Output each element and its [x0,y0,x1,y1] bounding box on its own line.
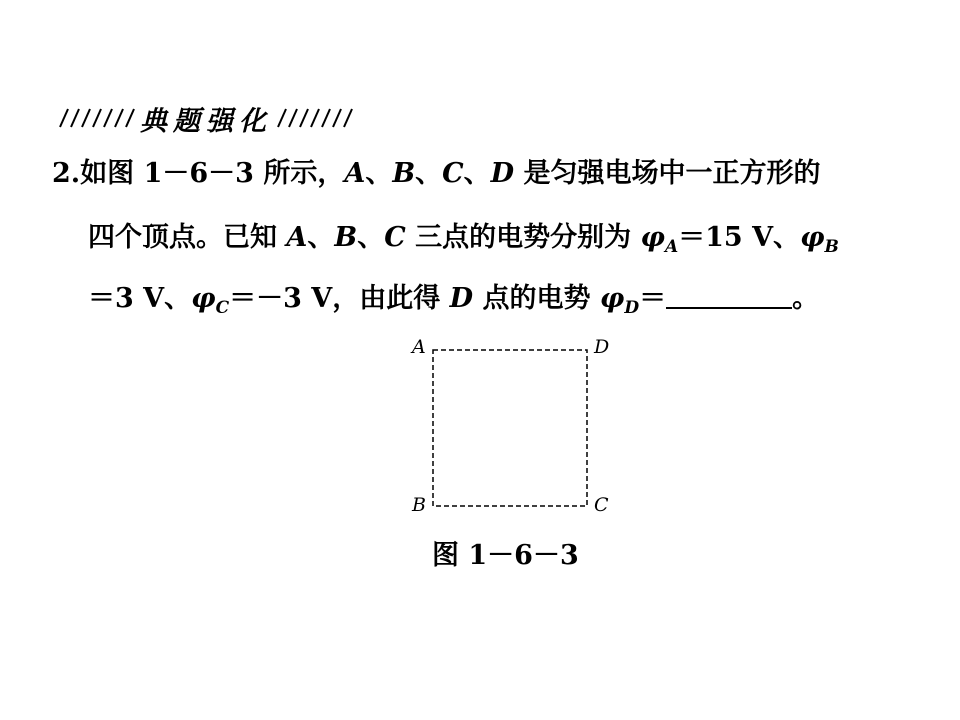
vertex-a-ref: A [286,222,308,253]
separator: 、 [415,158,443,189]
question-line-1 [52,154,820,194]
phi-subscript-a: A [664,237,679,257]
vertex-d-ref: D [449,283,474,314]
hatch-decoration-right [276,107,354,129]
vertex-label-d: D [594,336,610,358]
phi-b-value: ＝3 V、 [88,283,192,314]
question-number: 2. [52,158,81,189]
phi-symbol: φ [800,222,825,253]
phi-d-equals: ＝ [639,283,667,314]
phi-subscript-b: B [824,237,839,257]
vertex-c-ref: C [384,222,406,253]
figure-caption: 图 1－6－3 [432,540,579,571]
question-text: 四个顶点。已知 [88,222,287,253]
sentence-end: 。 [792,283,820,314]
phi-a-value: ＝15 V、 [678,222,801,253]
phi-symbol: φ [640,222,665,253]
hatch-decoration-left [58,107,136,129]
question-text: 如图 1－6－3 所示， [80,158,345,189]
heading-title: 典题强化 [140,105,272,137]
vertex-b-ref: B [392,158,416,189]
question-text: 点的电势 [473,283,600,314]
vertex-b-ref: B [334,222,358,253]
vertex-c-ref: C [442,158,464,189]
phi-subscript-d: D [624,298,640,318]
vertex-label-b: B [412,494,426,516]
separator: 、 [463,158,491,189]
question-text: 三点的电势分别为 [405,222,641,253]
phi-subscript-c: C [215,298,230,318]
separator: 、 [365,158,393,189]
separator: 、 [357,222,385,253]
phi-symbol: φ [599,283,625,314]
vertex-label-c: C [594,494,609,516]
question-text: 是匀强电场中一正方形的 [514,158,821,189]
question-line-3 [88,279,819,328]
phi-c-value: ＝－3 V，由此得 [229,283,450,314]
question-line-2 [88,218,839,267]
section-heading [58,98,354,138]
square-figure [400,330,630,530]
vertex-d-ref: D [490,158,515,189]
vertex-a-ref: A [344,158,366,189]
phi-symbol: φ [191,283,216,314]
vertex-label-a: A [412,336,426,358]
separator: 、 [307,222,335,253]
answer-blank [666,281,792,309]
